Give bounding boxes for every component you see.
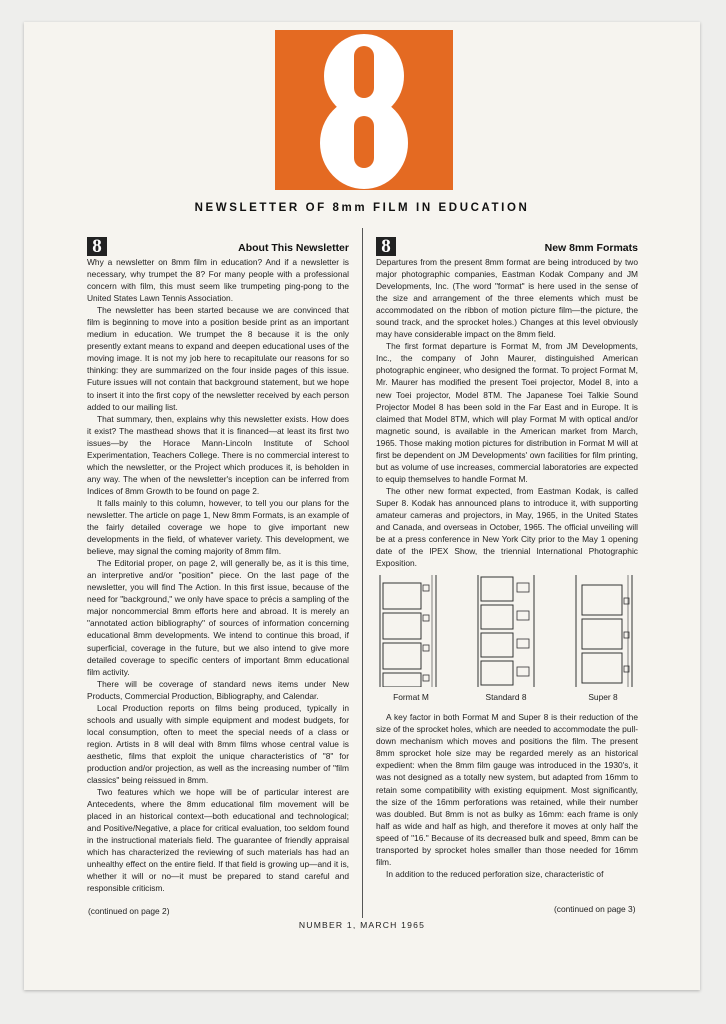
column-header <box>376 234 638 256</box>
paragraph: Two features which we hope will be of particular interest are Antecedents, where the 8mm educational film movement will be placed in an historical context—both educational and technological; and Positive/Negative, a place for critical evaluation, too seldom found in the instructional materials field. The guarantee of friendly appraisal which has characterized the reviewing of such materials has had an unhealthy effect on the entire field. If that field is growing up—and it is, whether it will or no—it must be prepared to stand careful and responsible criticism. <box>87 787 349 894</box>
column-heading: About This Newsletter <box>238 242 349 254</box>
film-format-diagram <box>376 575 638 707</box>
eight-badge-icon: 8 <box>87 237 107 256</box>
newsletter-title: NEWSLETTER OF 8mm FILM IN EDUCATION <box>194 202 530 214</box>
column-heading: New 8mm Formats <box>544 242 638 254</box>
column-divider <box>362 228 363 918</box>
paragraph: The first format departure is Format M, from JM Developments, Inc., the company of John Maurer, distinguished American photographic engineer, who designed the format. To project Format M, Mr. Maurer has modified the present Toei projector, Model 8, into a new Toei projector, Model 8TM. The Japanese Toei Talkie Sound Projector Model 8 has been sold in the Far East and in Europe. It is claimed that Model 8TM, which will play Format M with optical and/or magnetic sound, is available in the American market from March, 1965. Those making motion pictures for distribution in Format M will at first be dependent on JM Developments' own facilities for film printing, but as volume of use increases, commercial laboratories are expected to equip themselves to handle Format M. <box>376 341 638 484</box>
paragraph: The other new format expected, from Eastman Kodak, is called Super 8. Kodak has announced plans to introduce it, with supporting amateur cameras and projectors, in May, 1965, in the United States and Canada, and overseas in October, 1965. The official unveiling will be at a press conference in New York City prior to the May 1 opening date of the IPEX Show, the triennial International Photographic Exposition. <box>376 485 638 569</box>
continued-note: (continued on page 3) <box>554 904 636 914</box>
issue-footer: NUMBER 1, MARCH 1965 <box>298 920 426 930</box>
paragraph: The newsletter has been started because we are convinced that film is beginning to move into a position beside print as an important medium in education. We trumpet the 8 because it is the only presently extant means to expand and deepen educational uses of the moving image. It is not my job here to recapitulate our reasons for so thinking: they are summarized on the four inside pages of this issue. Future issues will not contain that background statement, but we hope to insert it into the first copy of the newsletter received by each person added to our mailing list. <box>87 305 349 412</box>
diagram-label-super-8: Super 8 <box>588 692 618 703</box>
continued-note: (continued on page 2) <box>88 906 170 916</box>
paragraph: There will be coverage of standard news items under New Products, Commercial Production, Bibliography, and Calendar. <box>87 678 349 701</box>
diagram-label-standard-8: Standard 8 <box>485 692 527 703</box>
diagram-label-format-m: Format M <box>393 692 429 703</box>
paragraph: Local Production reports on films being produced, typically in schools and usually with simple equipment and modest budgets, for local consumption, often to meet the special needs of a class or region. Artists in 8 will deal with 8mm films whose central value is aesthetic, films that exploit the unique characteristics of "8" for production and/or projection, as well as the increasing number of "film classics" being reissued in 8mm. <box>87 702 349 786</box>
new-formats-column <box>376 234 638 880</box>
masthead-logo <box>275 30 453 190</box>
super-8-film-strip <box>574 575 638 687</box>
column-header <box>87 234 349 256</box>
paragraph: That summary, then, explains why this newsletter exists. How does it exist? The masthead shows that it is financed—at least its first two issues—by the Horace Mann-Lincoln Institute of School Experimentation, Teachers College. There is no commercial interest to which the newsletter, or the Project which produces it, is beholden in any way. The when of the newsletter's inception can be inferred from Indices of 8mm Growth to be found on page 2. <box>87 413 349 496</box>
paragraph: Departures from the present 8mm format are being introduced by two major photographic companies, Eastman Kodak Company and JM Developments, Inc. (The word "format" is here used in the sense of the size and arrangement of the three elements which must be accommodated on the ribbon of motion picture film—the picture, the sound track, and the sprocket holes.) Changes at this level obviously may have considerable impact on the 8mm field. <box>376 257 638 340</box>
newsletter-page <box>24 22 700 990</box>
standard-8-film-strip <box>476 575 540 687</box>
paragraph: The Editorial proper, on page 2, will generally be, as it is this time, an interpretive and/or "position" piece. On the last page of the newsletter, you will find The Action. In this first issue, because of the need for "background," we only have space to précis a sampling of the major noncommercial 8mm efforts here and abroad. It is merely an "annotated action bibliography" of sources of information concerning educational 8mm developments. We intend to continue this broad, if superficial, coverage in the future, but we also intend to give more detailed coverage to specific centers of important 8mm educational film activity. <box>87 558 349 677</box>
format-m-film-strip <box>378 575 442 687</box>
paragraph: A key factor in both Format M and Super 8 is their reduction of the size of the sprocket holes, which are needed to accommodate the pull-down mechanism which moves and positions the film. The present 8mm sprocket hole size may be regarded merely as an historical expedient: when the 8mm film gauge was introduced in the 1930's, it was not designed as a totally new system, but adapted from 16mm to retain some compatibility with existing equipment. Most significantly, the size of the 16mm perforations was retained, while their number was doubled. But 8mm is not as bulky as 16mm: each frame is only half as wide and half as high, and therefore it moves at only half the speed of "16." Because of its decreased bulk and speed, 8mm can be transported by sprocket holes smaller than those needed for 16mm film. <box>376 712 638 867</box>
paragraph: It falls mainly to this column, however, to tell you our plans for the newsletter. The article on page 1, New 8mm Formats, is an example of the fairly detailed coverage we hope to give important new developments in the field, of whatever variety. This development, we believe, may signal the coming majority of 8mm film. <box>87 497 349 557</box>
paragraph: In addition to the reduced perforation size, characteristic of <box>386 868 604 879</box>
paragraph: Why a newsletter on 8mm film in education? And if a newsletter is necessary, why trumpet the 8? For many people with a professional concern with film, this must seem like trumpeting ping-pong to the United States Lawn Tennis Association. <box>87 257 349 304</box>
figure-eight-logo-icon <box>275 30 453 190</box>
eight-badge-icon: 8 <box>376 237 396 256</box>
about-newsletter-column <box>87 234 349 894</box>
